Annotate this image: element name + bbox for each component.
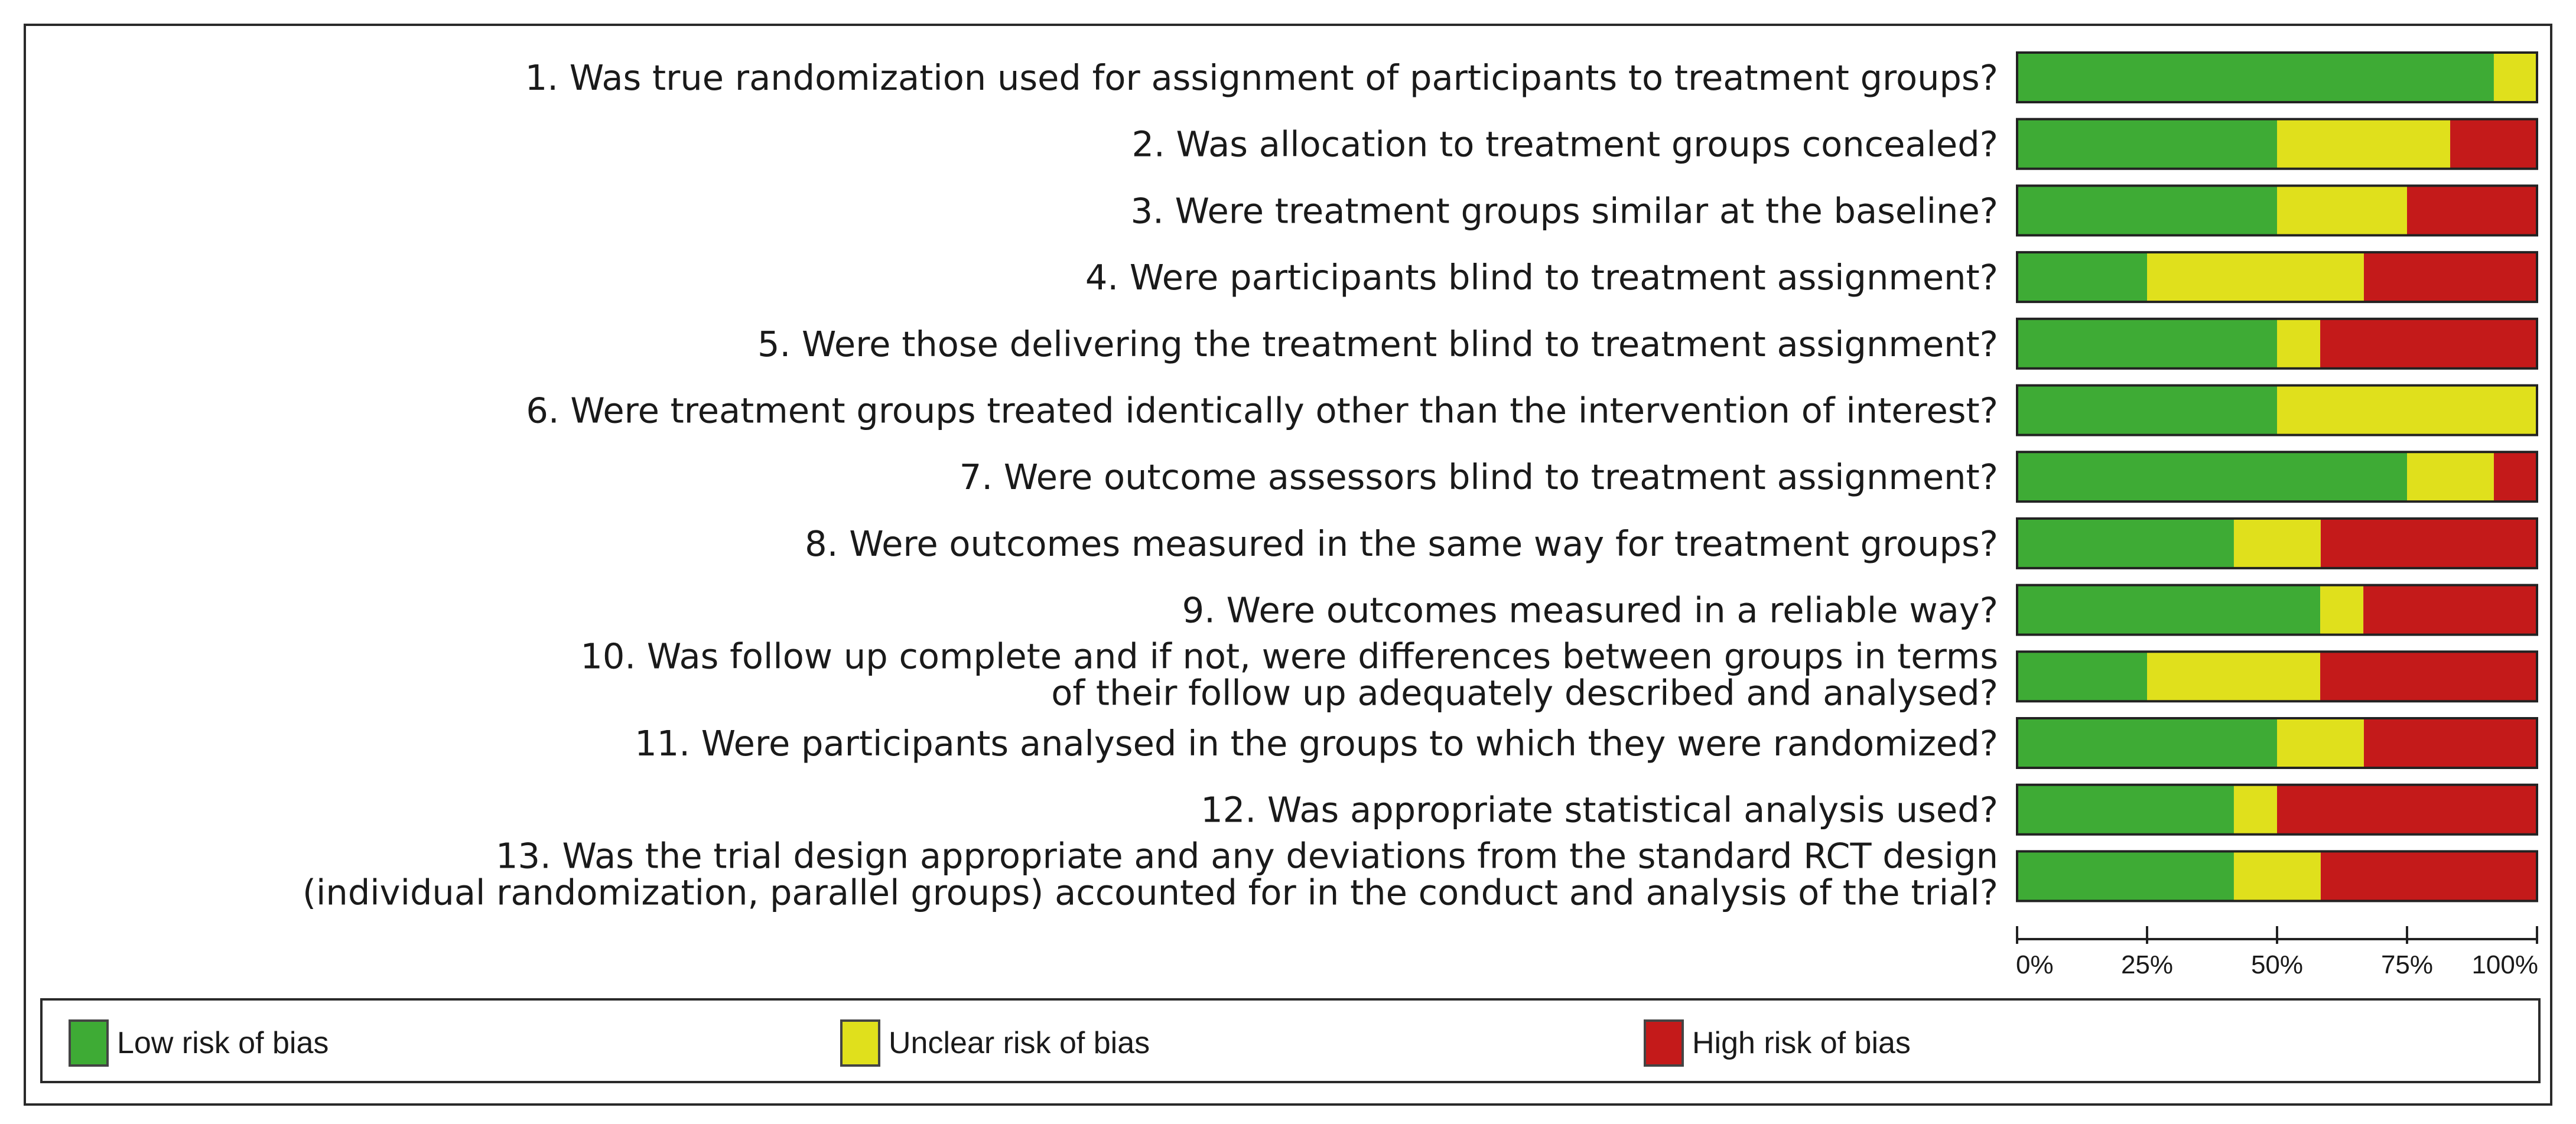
question-label-7: 7. Were outcome assessors blind to treatment assignment? bbox=[959, 457, 1998, 498]
bar-q8-high bbox=[2321, 519, 2538, 568]
bar-q12-low bbox=[2017, 785, 2234, 835]
bar-q10-unclear bbox=[2147, 651, 2320, 701]
question-label-9: 9. Were outcomes measured in a reliable way? bbox=[1182, 589, 1998, 631]
question-label-13: 13. Was the trial design appropriate and any deviations from the standard RCT design (individual randomization, parallel groups) accounted for in the conduct and analysis of the trial? bbox=[303, 835, 1998, 913]
bar-q9-low bbox=[2017, 585, 2320, 635]
bar-q13-unclear bbox=[2234, 851, 2321, 901]
bar-q9-high bbox=[2363, 585, 2536, 635]
bar-q11-low bbox=[2017, 718, 2277, 768]
bar-q1-unclear bbox=[2494, 53, 2537, 102]
question-label-3: 3. Were treatment groups similar at the baseline? bbox=[1130, 190, 1998, 232]
bar-q11-high bbox=[2364, 718, 2537, 768]
legend-item-unclear bbox=[840, 1017, 1150, 1069]
bar-q11-unclear bbox=[2277, 718, 2364, 768]
legend-swatch-low bbox=[69, 1019, 109, 1067]
bar-q2-low bbox=[2017, 119, 2277, 169]
bar-q5-high bbox=[2320, 319, 2537, 369]
question-label-1: 1. Was true randomization used for assignment of participants to treatment groups? bbox=[525, 57, 1998, 98]
legend bbox=[40, 998, 2541, 1083]
question-label-4: 4. Were participants blind to treatment assignment? bbox=[1085, 257, 1998, 298]
question-label-11: 11. Were participants analysed in the groups to which they were randomized? bbox=[635, 723, 1998, 764]
bar-q9-unclear bbox=[2320, 585, 2363, 635]
bar-q12-unclear bbox=[2234, 785, 2277, 835]
bar-q7-unclear bbox=[2407, 452, 2494, 501]
bar-q13-high bbox=[2321, 851, 2538, 901]
bar-q13-low bbox=[2017, 851, 2234, 901]
bar-q2-high bbox=[2450, 119, 2537, 169]
x-tick-label-0: 0% bbox=[2016, 950, 2054, 979]
bar-q3-low bbox=[2017, 185, 2277, 235]
bar-q8-low bbox=[2017, 519, 2234, 568]
bar-q4-high bbox=[2364, 252, 2537, 302]
legend-item-low bbox=[69, 1017, 328, 1069]
x-tick-label-1: 25% bbox=[2120, 950, 2174, 979]
bar-q6-unclear bbox=[2277, 386, 2537, 435]
bar-q12-high bbox=[2277, 785, 2537, 835]
bar-q3-unclear bbox=[2277, 185, 2407, 235]
legend-swatch-unclear bbox=[840, 1019, 880, 1067]
bar-q3-high bbox=[2407, 185, 2537, 235]
question-label-5: 5. Were those delivering the treatment blind to treatment assignment? bbox=[757, 323, 1998, 364]
legend-item-high bbox=[1644, 1017, 1911, 1069]
legend-label-high: High risk of bias bbox=[1692, 1026, 1911, 1060]
bar-q4-unclear bbox=[2147, 252, 2364, 302]
question-label-12: 12. Was appropriate statistical analysis used? bbox=[1201, 789, 1998, 830]
bar-q5-unclear bbox=[2277, 319, 2320, 369]
bar-q6-low bbox=[2017, 386, 2277, 435]
legend-label-low: Low risk of bias bbox=[117, 1026, 329, 1060]
bar-q7-high bbox=[2494, 452, 2537, 501]
bar-q2-unclear bbox=[2277, 119, 2450, 169]
bar-q4-low bbox=[2017, 252, 2147, 302]
bar-q10-high bbox=[2320, 651, 2537, 701]
legend-swatch-high bbox=[1644, 1019, 1684, 1067]
question-label-2: 2. Was allocation to treatment groups concealed? bbox=[1131, 123, 1998, 165]
bar-q5-low bbox=[2017, 319, 2277, 369]
question-label-6: 6. Were treatment groups treated identically other than the intervention of interest? bbox=[526, 390, 1998, 431]
question-label-10: 10. Was follow up complete and if not, were differences between groups in terms of their follow up adequately described and analysed? bbox=[580, 636, 1998, 714]
x-tick-label-2: 50% bbox=[2250, 950, 2304, 979]
legend-label-unclear: Unclear risk of bias bbox=[889, 1026, 1150, 1060]
question-label-8: 8. Were outcomes measured in the same way for treatment groups? bbox=[805, 523, 1998, 564]
x-tick-label-3: 75% bbox=[2380, 950, 2434, 979]
bar-q1-low bbox=[2017, 53, 2494, 102]
bar-q10-low bbox=[2017, 651, 2147, 701]
bar-q7-low bbox=[2017, 452, 2407, 501]
bar-q8-unclear bbox=[2234, 519, 2321, 568]
x-tick-label-4: 100% bbox=[2471, 950, 2538, 979]
